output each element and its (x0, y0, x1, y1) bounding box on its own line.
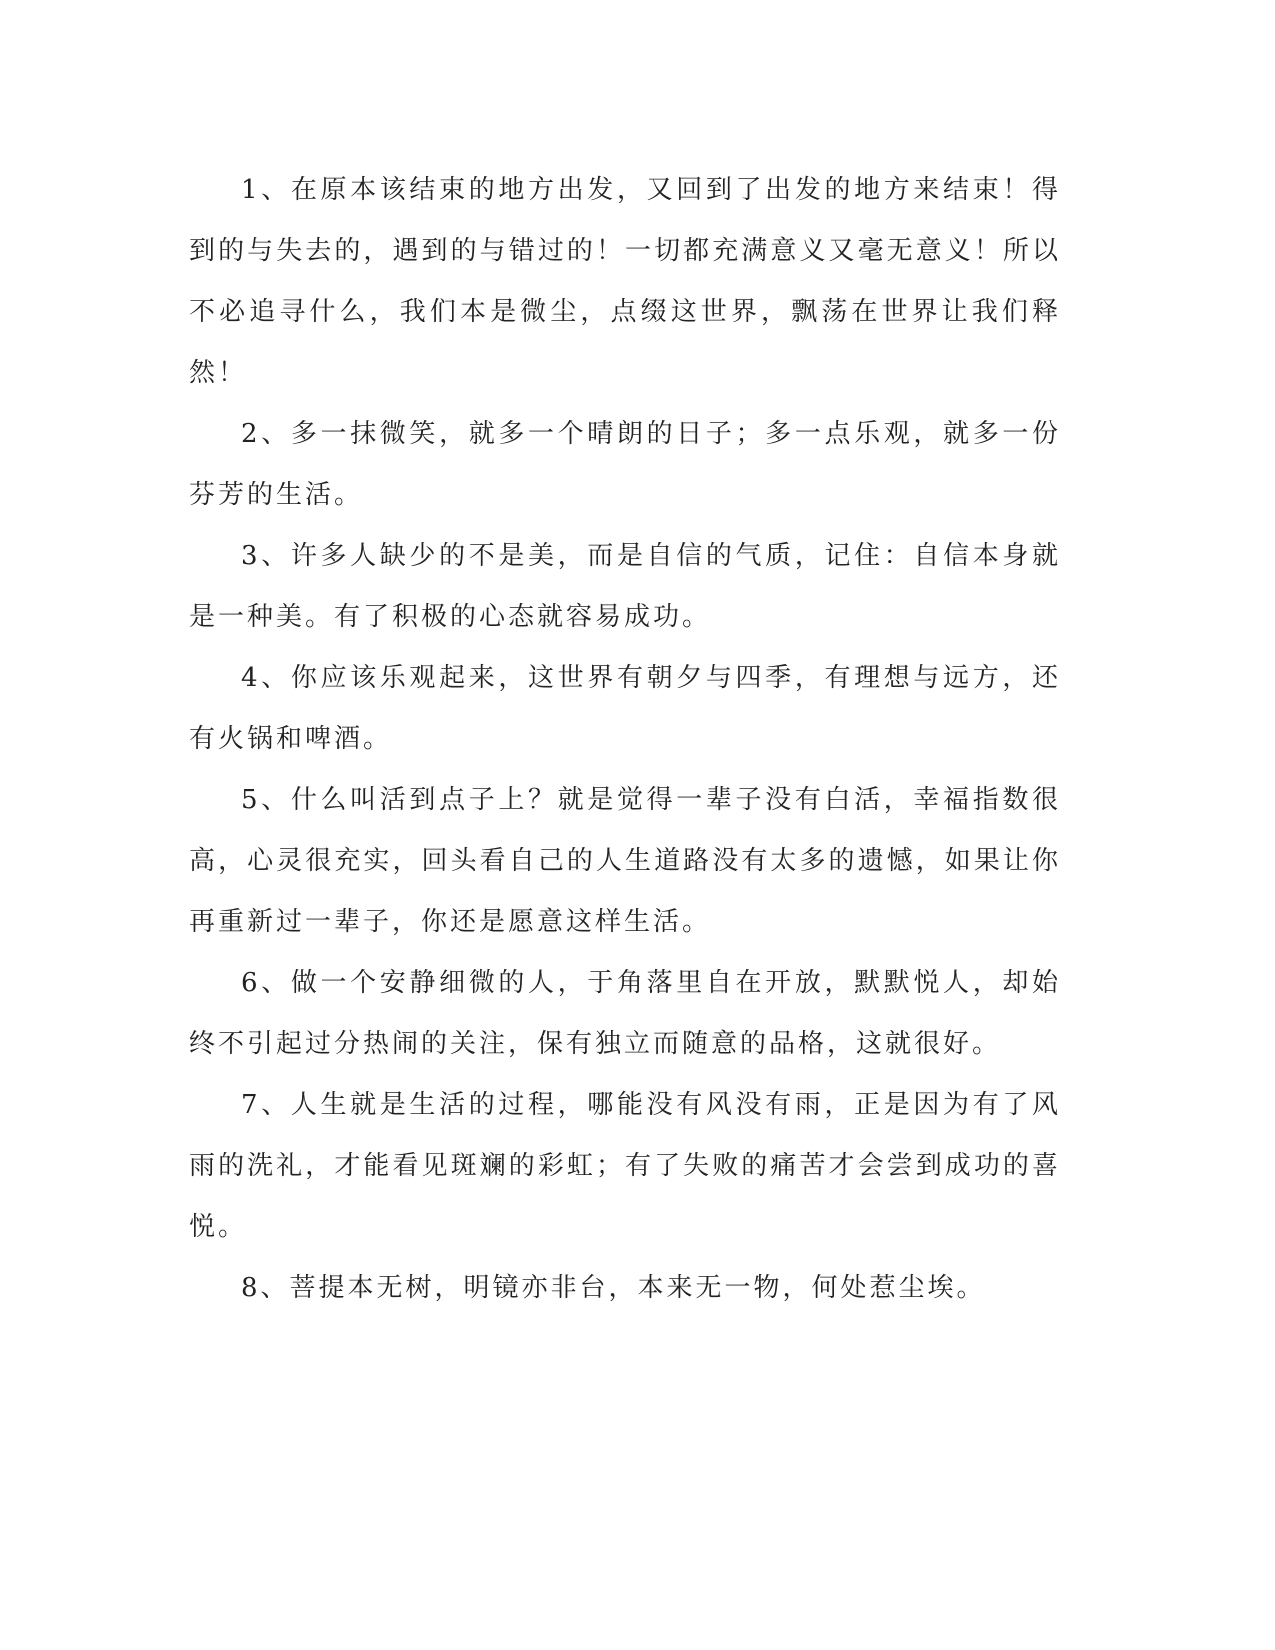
paragraph-8: 8、菩提本无树，明镜亦非台，本来无一物，何处惹尘埃。 (241, 1273, 986, 1303)
paragraph-5: 5、什么叫活到点子上？就是觉得一辈子没有白活，幸福指数很高，心灵很充实，回头看自己的人生道路没有太多的遗憾，如果让你再重新过一辈子，你还是愿意这样生活。 (189, 785, 1061, 937)
paragraph-2: 2、多一抹微笑，就多一个晴朗的日子；多一点乐观，就多一份芬芳的生活。 (189, 419, 1061, 510)
paragraph-7: 7、人生就是生活的过程，哪能没有风没有雨，正是因为有了风雨的洗礼，才能看见斑斓的彩虹；有了失败的痛苦才会尝到成功的喜悦。 (189, 1090, 1061, 1242)
paragraph-3: 3、许多人缺少的不是美，而是自信的气质，记住：自信本身就是一种美。有了积极的心态就容易成功。 (189, 541, 1061, 632)
paragraph-1: 1、在原本该结束的地方出发，又回到了出发的地方来结束！得到的与失去的，遇到的与错过的！一切都充满意义又毫无意义！所以不必追寻什么，我们本是微尘，点缀这世界，飘荡在世界让我们释然！ (189, 175, 1061, 388)
paragraph-6: 6、做一个安静细微的人，于角落里自在开放，默默悦人，却始终不引起过分热闹的关注，保有独立而随意的品格，这就很好。 (189, 968, 1061, 1059)
document-body (189, 160, 1061, 1319)
paragraph-4: 4、你应该乐观起来，这世界有朝夕与四季，有理想与远方，还有火锅和啤酒。 (189, 663, 1061, 754)
